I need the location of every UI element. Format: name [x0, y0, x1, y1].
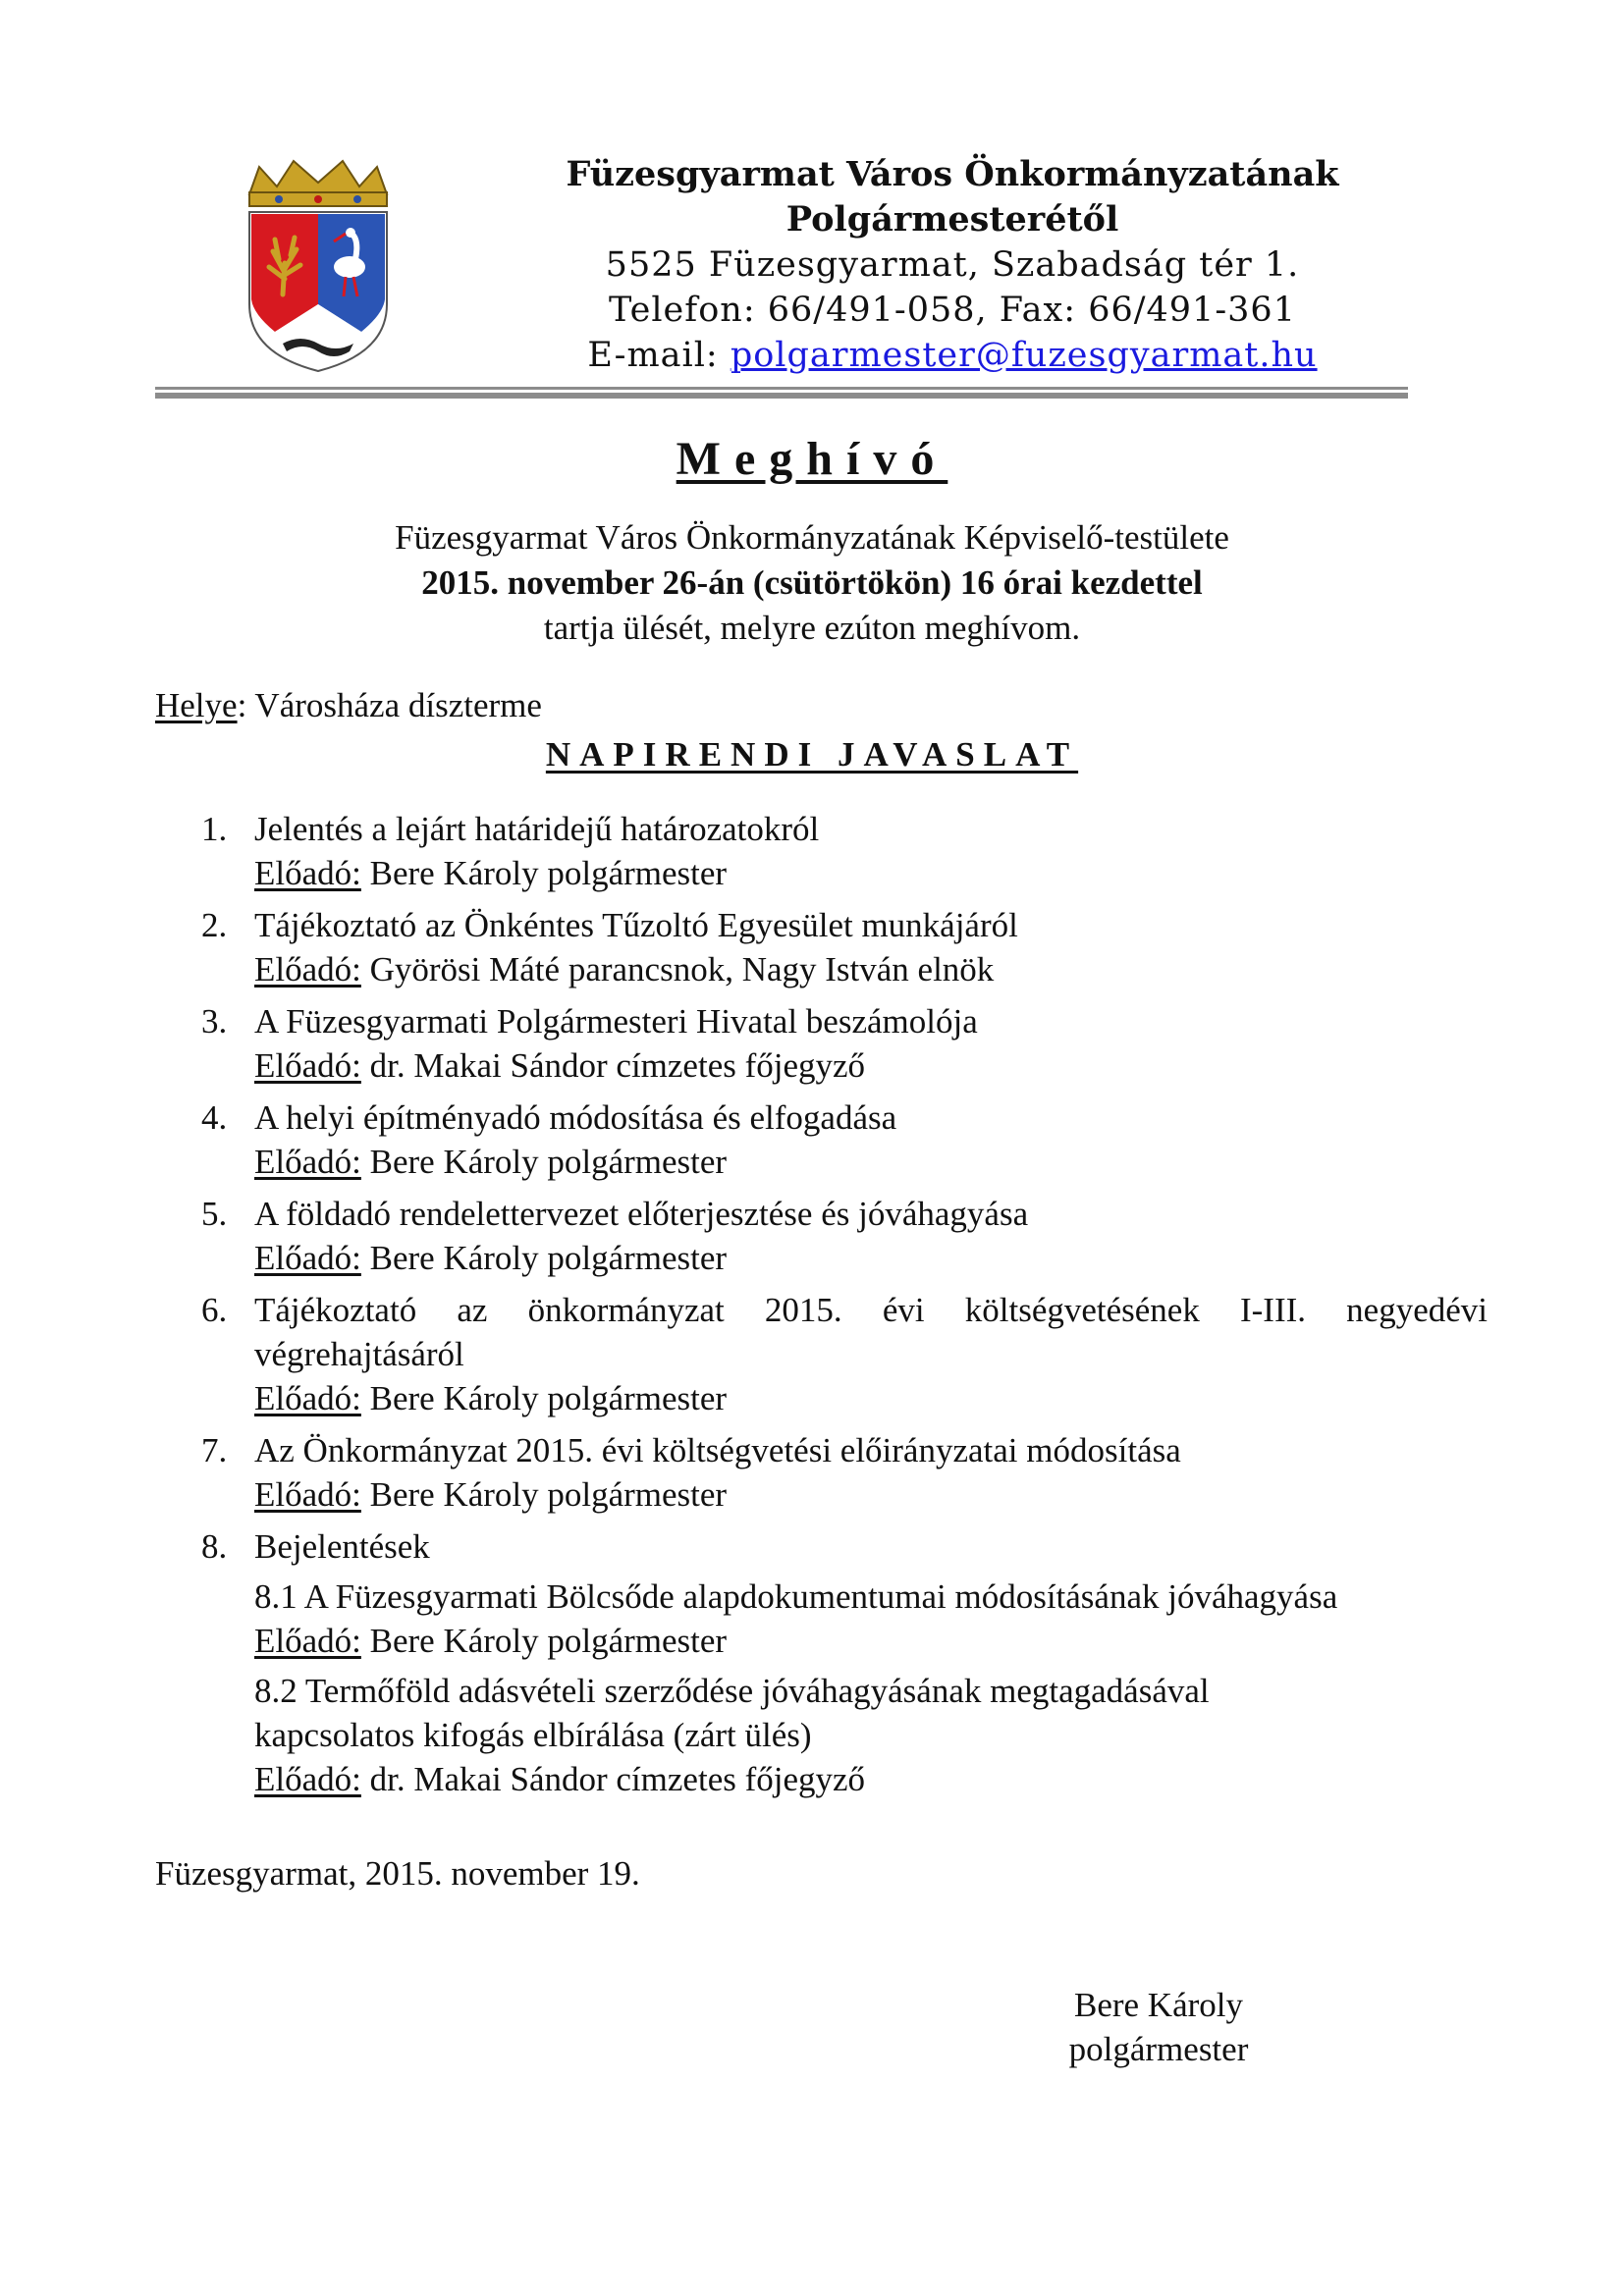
item-presenter: Előadó: Bere Károly polgármester [254, 1475, 728, 1514]
org-name: Füzesgyarmat Város Önkormányzatának [566, 154, 1339, 194]
agenda-title: NAPIRENDI JAVASLAT [545, 735, 1079, 774]
item-text: Tájékoztató az Önkéntes Tűzoltó Egyesület munkájáról [254, 906, 1018, 944]
agenda-item [201, 1288, 1488, 1420]
phone-fax: Telefon: 66/491-058, Fax: 66/491-361 [609, 291, 1296, 330]
crown-icon [249, 161, 387, 206]
item-text: Tájékoztató az önkormányzat 2015. évi költségvetésének I-III. negyedévi végrehajtásáról [254, 1291, 1488, 1373]
intro-line1: Füzesgyarmat Város Önkormányzatának Képviselő-testülete [395, 518, 1229, 557]
signer-title: polgármester [1068, 2030, 1249, 2068]
email-link[interactable]: polgarmester@fuzesgyarmat.hu [730, 336, 1318, 375]
item-number: 1. [201, 810, 228, 848]
intro-line3: tartja ülését, melyre ezúton meghívom. [543, 609, 1081, 647]
header-divider-thin [155, 387, 1408, 390]
agenda-item [201, 1192, 1488, 1280]
item-number: 2. [201, 906, 228, 944]
item-text: A helyi építményadó módosítása és elfogadása [254, 1098, 897, 1137]
intro-text [0, 515, 1624, 651]
letterhead [511, 152, 1394, 378]
email-label: E-mail: [587, 336, 731, 375]
item-number: 8. [201, 1527, 228, 1566]
item-number: 7. [201, 1431, 228, 1469]
item-number: 3. [201, 1002, 228, 1041]
agenda-list [201, 807, 1488, 1809]
signer-name: Bere Károly [1073, 1986, 1243, 2024]
item-presenter: Előadó: dr. Makai Sándor címzetes főjegyző [254, 1046, 866, 1085]
sub-item-text: 8.1 A Füzesgyarmati Bölcsőde alapdokumentumai módosításának jóváhagyása [254, 1577, 1338, 1616]
sub-item-presenter: Előadó: Bere Károly polgármester [254, 1622, 728, 1660]
meeting-place [155, 683, 542, 728]
header-divider-thick [155, 393, 1408, 399]
meeting-datetime: 2015. november 26-án (csütörtökön) 16 órai kezdettel [421, 563, 1203, 602]
item-presenter: Előadó: Bere Károly polgármester [254, 1379, 728, 1417]
signature-block [1031, 1983, 1286, 2071]
sub-item-text: 8.2 Termőföld adásvételi szerződése jóváhagyásának megtagadásával kapcsolatos kifogás elbírálása (zárt ülés) [254, 1672, 1210, 1754]
item-text: Bejelentések [254, 1527, 430, 1566]
email-line [511, 333, 1394, 378]
item-presenter: Előadó: Györösi Máté parancsnok, Nagy István elnök [254, 950, 995, 988]
agenda-item [201, 999, 1488, 1088]
item-presenter: Előadó: Bere Károly polgármester [254, 854, 728, 892]
agenda-item [201, 1095, 1488, 1184]
sub-item [254, 1575, 1488, 1663]
document-date: Füzesgyarmat, 2015. november 19. [155, 1854, 640, 1893]
item-number: 5. [201, 1195, 228, 1233]
item-text: A földadó rendelettervezet előterjesztése és jóváhagyása [254, 1195, 1029, 1233]
agenda-item [201, 1428, 1488, 1517]
org-office: Polgármesterétől [785, 199, 1119, 240]
document-title: Meghívó [676, 433, 948, 485]
place-separator: : [237, 686, 255, 724]
sub-item [254, 1669, 1488, 1801]
agenda-item [201, 1524, 1488, 1801]
item-number: 4. [201, 1098, 228, 1137]
place-value: Városháza díszterme [254, 686, 542, 724]
item-text: A Füzesgyarmati Polgármesteri Hivatal beszámolója [254, 1002, 978, 1041]
address: 5525 Füzesgyarmat, Szabadság tér 1. [605, 245, 1300, 285]
item-presenter: Előadó: Bere Károly polgármester [254, 1239, 728, 1277]
item-presenter: Előadó: Bere Károly polgármester [254, 1143, 728, 1181]
item-text: Jelentés a lejárt határidejű határozatokról [254, 810, 820, 848]
place-label: Helye [155, 686, 238, 724]
agenda-item [201, 903, 1488, 991]
agenda-item [201, 807, 1488, 895]
shield-icon [249, 212, 387, 371]
item-text: Az Önkormányzat 2015. évi költségvetési előirányzatai módosítása [254, 1431, 1181, 1469]
sub-item-presenter: Előadó: dr. Makai Sándor címzetes főjegyző [254, 1760, 866, 1798]
coat-of-arms-icon [240, 157, 397, 375]
item-number: 6. [201, 1291, 228, 1329]
